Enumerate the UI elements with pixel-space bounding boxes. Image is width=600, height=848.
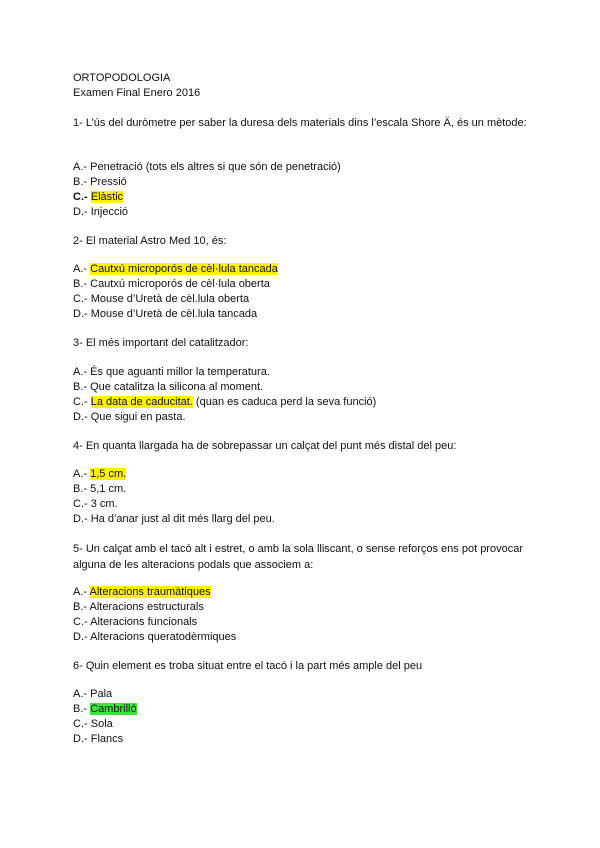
question-3-options — [73, 365, 543, 425]
option-b: B.- 5,1 cm. — [73, 483, 127, 495]
option-text: Sola — [90, 718, 113, 730]
option-d: D.- Mouse d’Uretà de cèl.lula tancada — [73, 308, 258, 320]
option-d: D.- Que sigui en pasta. — [73, 411, 186, 423]
option-d: D.- Ha d’anar just al dit més llarg del peu. — [73, 513, 275, 525]
question-3 — [73, 335, 543, 351]
question-4 — [73, 438, 543, 454]
option-text: Alteracions queratodèrmiques — [90, 631, 237, 643]
option-b: B.- Pressió — [73, 176, 127, 188]
option-d: D.- Injecció — [73, 206, 129, 218]
option-c: C.- Elàstic — [73, 191, 124, 203]
question-4-options — [73, 467, 543, 527]
option-d: D.- Flancs — [73, 733, 124, 745]
option-c: C.- Sola — [73, 718, 113, 730]
question-6-options — [73, 687, 543, 747]
question-6 — [73, 658, 543, 674]
option-d: D.- Alteracions queratodèrmiques — [73, 631, 237, 643]
question-text: 1- L’ús del duròmetre per saber la duresa dels materials dins l’escala Shore Ä, és un mètode: — [73, 117, 527, 129]
question-text: 5- Un calçat amb el tacó alt i estret, o amb la sola lliscant, o sense reforços ens pot provocar alguna de les alteracions podals que associem a: — [73, 543, 523, 571]
question-5 — [73, 541, 543, 573]
option-text: Penetració (tots els altres si que són de penetració) — [90, 161, 341, 173]
question-1-options — [73, 160, 543, 220]
option-text: Mouse d’Uretà de cèl.lula oberta — [90, 293, 250, 305]
option-text: Pala — [90, 688, 113, 700]
option-b: B.- Cambrilló — [73, 703, 137, 715]
option-text: Injecció — [90, 206, 129, 218]
option-text-highlighted: Cautxú microporós de cèl·lula tancada — [90, 263, 278, 275]
option-text-highlighted: Cambrilló — [90, 703, 137, 715]
option-text: Mouse d’Uretà de cèl.lula tancada — [90, 308, 258, 320]
option-a: A.- És que aguanti millor la temperatura. — [73, 366, 270, 378]
option-text: Que sigui en pasta. — [90, 411, 186, 423]
option-text: Flancs — [90, 733, 124, 745]
option-b: B.- Cautxú microporós de cèl·lula oberta — [73, 278, 270, 290]
option-text: 3 cm. — [90, 498, 118, 510]
option-text: Cautxú microporós de cèl·lula oberta — [90, 278, 270, 290]
question-1 — [73, 115, 543, 131]
option-text: És que aguanti millor la temperatura. — [90, 366, 270, 378]
document-subtitle: Examen Final Enero 2016 — [73, 87, 201, 99]
option-c: C.- Mouse d’Uretà de cèl.lula oberta — [73, 293, 250, 305]
option-a: A.- Pala — [73, 688, 113, 700]
question-text: 4- En quanta llargada ha de sobrepassar un calçat del punt més distal del peu: — [73, 440, 457, 452]
question-2-options — [73, 262, 543, 322]
option-text-highlighted: La data de caducitat. — [90, 396, 193, 408]
option-text: Que catalitza la silicona al moment. — [90, 381, 264, 393]
option-text: Alteracions funcionals — [90, 616, 198, 628]
option-text: Pressió — [90, 176, 127, 188]
option-note: (quan es caduca perd la seva funció) — [192, 396, 377, 408]
option-a: A.- Penetració (tots els altres si que són de penetració) — [73, 161, 341, 173]
option-a: A.- Alteracions traumàtiques — [73, 586, 211, 598]
header — [73, 71, 543, 101]
option-text-highlighted: Elàstic — [90, 191, 124, 203]
document-title: ORTOPODOLOGIA — [73, 72, 171, 84]
option-a: A.- 1,5 cm. — [73, 468, 127, 480]
option-c: C.- La data de caducitat. (quan es caduca perd la seva funció) — [73, 396, 377, 408]
option-c: C.- Alteracions funcionals — [73, 616, 198, 628]
option-c: C.- 3 cm. — [73, 498, 118, 510]
option-b: B.- Que catalitza la silicona al moment. — [73, 381, 264, 393]
option-text-highlighted: Alteracions traumàtiques — [89, 586, 211, 598]
question-2 — [73, 233, 543, 249]
option-text: Alteracions estructurals — [89, 601, 204, 613]
option-text-highlighted: 1,5 cm. — [90, 468, 127, 480]
option-text: 5,1 cm. — [90, 483, 127, 495]
question-text: 6- Quin element es troba situat entre el tacó i la part més ample del peu — [73, 660, 423, 672]
question-5-options — [73, 585, 543, 645]
question-text: 3- El més important del catalitzador: — [73, 337, 249, 349]
option-b: B.- Alteracions estructurals — [73, 601, 204, 613]
option-text: Ha d’anar just al dit més llarg del peu. — [90, 513, 275, 525]
option-a: A.- Cautxú microporós de cèl·lula tancada — [73, 263, 278, 275]
question-text: 2- El material Astro Med 10, és: — [73, 235, 227, 247]
